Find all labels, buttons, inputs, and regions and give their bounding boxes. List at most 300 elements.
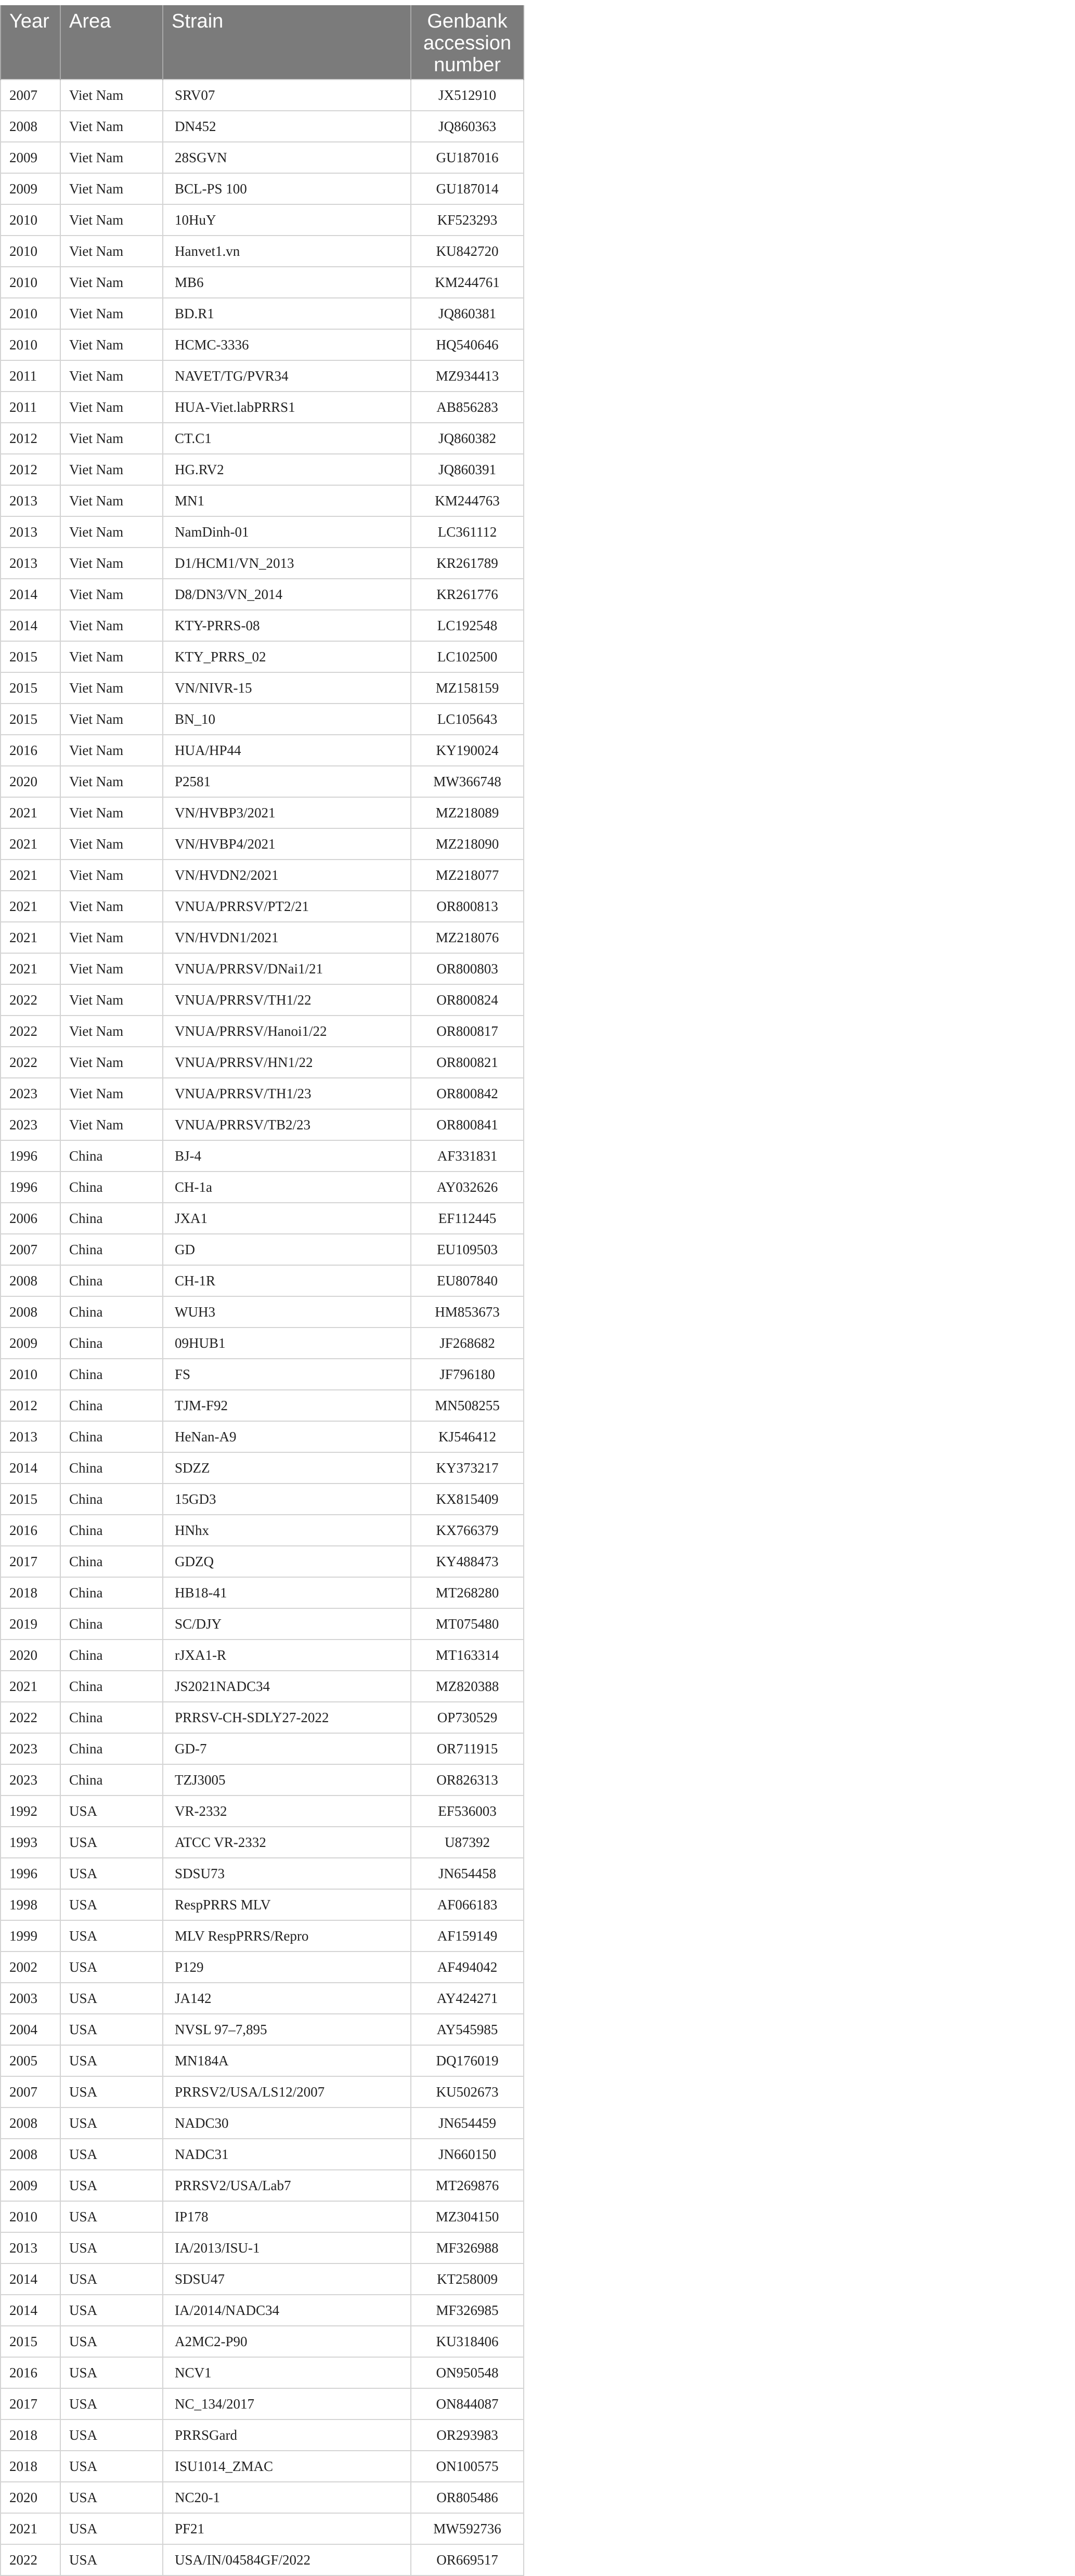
cell-year: 2002 xyxy=(1,1951,60,1983)
cell-year: 2013 xyxy=(1,548,60,579)
cell-accession: MZ304150 xyxy=(411,2201,524,2232)
cell-strain: NC20-1 xyxy=(163,2482,411,2513)
cell-strain: VNUA/PRRSV/Hanoi1/22 xyxy=(163,1016,411,1047)
cell-accession: AF066183 xyxy=(411,1889,524,1920)
cell-strain: Hanvet1.vn xyxy=(163,236,411,267)
cell-accession: AY032626 xyxy=(411,1172,524,1203)
cell-year: 2014 xyxy=(1,2295,60,2326)
table-row xyxy=(1,1577,524,1608)
table-row xyxy=(1,984,524,1016)
cell-accession: MT269876 xyxy=(411,2170,524,2201)
cell-strain: 10HuY xyxy=(163,204,411,236)
cell-area: China xyxy=(60,1764,163,1796)
cell-area: China xyxy=(60,1702,163,1733)
cell-area: USA xyxy=(60,2107,163,2139)
cell-accession: MZ158159 xyxy=(411,672,524,704)
cell-area: Viet Nam xyxy=(60,423,163,454)
cell-year: 1996 xyxy=(1,1858,60,1889)
cell-strain: RespPRRS MLV xyxy=(163,1889,411,1920)
table-row xyxy=(1,1172,524,1203)
cell-accession: OR800841 xyxy=(411,1109,524,1140)
table-row xyxy=(1,704,524,735)
cell-area: USA xyxy=(60,1889,163,1920)
table-row xyxy=(1,2357,524,2388)
cell-accession: KY190024 xyxy=(411,735,524,766)
cell-year: 2021 xyxy=(1,860,60,891)
cell-area: USA xyxy=(60,2139,163,2170)
cell-accession: OR669517 xyxy=(411,2544,524,2575)
cell-area: China xyxy=(60,1421,163,1452)
cell-year: 2007 xyxy=(1,2076,60,2107)
table-row xyxy=(1,797,524,828)
cell-strain: VNUA/PRRSV/PT2/21 xyxy=(163,891,411,922)
cell-accession: KU502673 xyxy=(411,2076,524,2107)
cell-strain: MN184A xyxy=(163,2045,411,2076)
table-row xyxy=(1,1796,524,1827)
cell-accession: OR293983 xyxy=(411,2419,524,2451)
table-row xyxy=(1,2076,524,2107)
cell-area: Viet Nam xyxy=(60,173,163,204)
cell-year: 2007 xyxy=(1,1234,60,1265)
table-row xyxy=(1,1328,524,1359)
cell-strain: VNUA/PRRSV/TB2/23 xyxy=(163,1109,411,1140)
cell-year: 2012 xyxy=(1,1390,60,1421)
cell-accession: LC102500 xyxy=(411,641,524,672)
cell-accession: MT163314 xyxy=(411,1640,524,1671)
cell-area: USA xyxy=(60,2232,163,2263)
cell-strain: KTY_PRRS_02 xyxy=(163,641,411,672)
cell-area: China xyxy=(60,1328,163,1359)
table-header xyxy=(1,5,524,80)
cell-accession: JF268682 xyxy=(411,1328,524,1359)
cell-year: 2015 xyxy=(1,672,60,704)
cell-area: Viet Nam xyxy=(60,329,163,360)
table-row xyxy=(1,1827,524,1858)
table-row xyxy=(1,392,524,423)
header-year: Year xyxy=(1,5,60,80)
cell-area: USA xyxy=(60,2076,163,2107)
table-row xyxy=(1,2045,524,2076)
cell-strain: USA/IN/04584GF/2022 xyxy=(163,2544,411,2575)
cell-area: China xyxy=(60,1608,163,1640)
cell-strain: ISU1014_ZMAC xyxy=(163,2451,411,2482)
cell-accession: OP730529 xyxy=(411,1702,524,1733)
cell-year: 2010 xyxy=(1,2201,60,2232)
cell-accession: MF326988 xyxy=(411,2232,524,2263)
cell-year: 2019 xyxy=(1,1608,60,1640)
cell-strain: VNUA/PRRSV/DNai1/21 xyxy=(163,953,411,984)
table-row xyxy=(1,953,524,984)
cell-area: USA xyxy=(60,1796,163,1827)
cell-year: 2016 xyxy=(1,735,60,766)
cell-area: Viet Nam xyxy=(60,891,163,922)
strain-table-container xyxy=(0,5,523,2576)
table-row xyxy=(1,1484,524,1515)
cell-strain: 15GD3 xyxy=(163,1484,411,1515)
strain-table xyxy=(0,5,524,2576)
cell-area: China xyxy=(60,1390,163,1421)
header-accession: Genbank accession number xyxy=(411,5,524,80)
cell-strain: NamDinh-01 xyxy=(163,516,411,548)
cell-accession: JQ860391 xyxy=(411,454,524,485)
cell-area: USA xyxy=(60,2014,163,2045)
cell-area: Viet Nam xyxy=(60,922,163,953)
cell-area: Viet Nam xyxy=(60,766,163,797)
cell-year: 2020 xyxy=(1,2482,60,2513)
cell-year: 2020 xyxy=(1,766,60,797)
cell-area: China xyxy=(60,1577,163,1608)
cell-strain: GD-7 xyxy=(163,1733,411,1764)
cell-accession: JX512910 xyxy=(411,80,524,111)
cell-accession: KF523293 xyxy=(411,204,524,236)
cell-year: 2003 xyxy=(1,1983,60,2014)
table-row xyxy=(1,454,524,485)
cell-year: 2008 xyxy=(1,1265,60,1296)
cell-year: 2015 xyxy=(1,1484,60,1515)
cell-area: Viet Nam xyxy=(60,704,163,735)
cell-year: 2021 xyxy=(1,797,60,828)
cell-accession: HM853673 xyxy=(411,1296,524,1328)
table-row xyxy=(1,1889,524,1920)
table-row xyxy=(1,828,524,860)
cell-accession: AY545985 xyxy=(411,2014,524,2045)
table-row xyxy=(1,173,524,204)
cell-accession: LC105643 xyxy=(411,704,524,735)
cell-area: China xyxy=(60,1140,163,1172)
cell-accession: KR261789 xyxy=(411,548,524,579)
cell-strain: VN/HVDN2/2021 xyxy=(163,860,411,891)
cell-year: 2022 xyxy=(1,1016,60,1047)
cell-accession: EU807840 xyxy=(411,1265,524,1296)
cell-year: 2009 xyxy=(1,1328,60,1359)
cell-strain: MN1 xyxy=(163,485,411,516)
cell-strain: PRRSGard xyxy=(163,2419,411,2451)
cell-strain: P129 xyxy=(163,1951,411,1983)
table-row xyxy=(1,2513,524,2544)
cell-year: 2008 xyxy=(1,1296,60,1328)
cell-strain: NVSL 97–7,895 xyxy=(163,2014,411,2045)
cell-year: 2023 xyxy=(1,1078,60,1109)
cell-area: China xyxy=(60,1671,163,1702)
cell-year: 2018 xyxy=(1,2419,60,2451)
cell-year: 2007 xyxy=(1,80,60,111)
cell-area: Viet Nam xyxy=(60,267,163,298)
cell-area: Viet Nam xyxy=(60,485,163,516)
cell-strain: MB6 xyxy=(163,267,411,298)
table-row xyxy=(1,1359,524,1390)
cell-strain: TZJ3005 xyxy=(163,1764,411,1796)
table-row xyxy=(1,1140,524,1172)
cell-strain: NADC30 xyxy=(163,2107,411,2139)
table-row xyxy=(1,1265,524,1296)
cell-area: USA xyxy=(60,2388,163,2419)
cell-strain: IP178 xyxy=(163,2201,411,2232)
cell-strain: NCV1 xyxy=(163,2357,411,2388)
cell-accession: EF112445 xyxy=(411,1203,524,1234)
cell-strain: HG.RV2 xyxy=(163,454,411,485)
cell-strain: HUA/HP44 xyxy=(163,735,411,766)
cell-area: China xyxy=(60,1296,163,1328)
cell-area: Viet Nam xyxy=(60,392,163,423)
cell-year: 2016 xyxy=(1,2357,60,2388)
cell-area: USA xyxy=(60,2045,163,2076)
cell-strain: HB18-41 xyxy=(163,1577,411,1608)
cell-year: 2020 xyxy=(1,1640,60,1671)
table-row xyxy=(1,2544,524,2575)
cell-accession: JQ860363 xyxy=(411,111,524,142)
table-row xyxy=(1,2232,524,2263)
table-row xyxy=(1,485,524,516)
cell-year: 2011 xyxy=(1,360,60,392)
cell-year: 2009 xyxy=(1,173,60,204)
cell-strain: A2MC2-P90 xyxy=(163,2326,411,2357)
cell-accession: EF536003 xyxy=(411,1796,524,1827)
cell-area: USA xyxy=(60,1858,163,1889)
cell-accession: OR805486 xyxy=(411,2482,524,2513)
cell-area: Viet Nam xyxy=(60,142,163,173)
cell-year: 2018 xyxy=(1,2451,60,2482)
cell-accession: KR261776 xyxy=(411,579,524,610)
table-row xyxy=(1,1546,524,1577)
cell-area: USA xyxy=(60,1951,163,1983)
cell-accession: AF494042 xyxy=(411,1951,524,1983)
table-row xyxy=(1,1109,524,1140)
cell-year: 1992 xyxy=(1,1796,60,1827)
cell-area: Viet Nam xyxy=(60,236,163,267)
cell-accession: JN660150 xyxy=(411,2139,524,2170)
table-row xyxy=(1,610,524,641)
cell-strain: HCMC-3336 xyxy=(163,329,411,360)
cell-accession: AY424271 xyxy=(411,1983,524,2014)
cell-year: 2008 xyxy=(1,111,60,142)
cell-year: 2013 xyxy=(1,2232,60,2263)
cell-strain: VN/NIVR-15 xyxy=(163,672,411,704)
table-row xyxy=(1,1047,524,1078)
table-row xyxy=(1,922,524,953)
cell-year: 2021 xyxy=(1,922,60,953)
table-row xyxy=(1,1452,524,1484)
table-row xyxy=(1,1296,524,1328)
cell-strain: BJ-4 xyxy=(163,1140,411,1172)
cell-strain: HNhx xyxy=(163,1515,411,1546)
cell-area: Viet Nam xyxy=(60,80,163,111)
cell-year: 2009 xyxy=(1,142,60,173)
cell-area: USA xyxy=(60,2544,163,2575)
cell-year: 2014 xyxy=(1,2263,60,2295)
table-row xyxy=(1,2170,524,2201)
cell-area: USA xyxy=(60,2451,163,2482)
cell-accession: MZ218077 xyxy=(411,860,524,891)
cell-accession: AF331831 xyxy=(411,1140,524,1172)
table-row xyxy=(1,1858,524,1889)
cell-year: 1993 xyxy=(1,1827,60,1858)
cell-strain: NADC31 xyxy=(163,2139,411,2170)
cell-strain: GDZQ xyxy=(163,1546,411,1577)
cell-strain: GD xyxy=(163,1234,411,1265)
cell-strain: CT.C1 xyxy=(163,423,411,454)
cell-year: 1998 xyxy=(1,1889,60,1920)
cell-accession: JQ860381 xyxy=(411,298,524,329)
cell-year: 2021 xyxy=(1,891,60,922)
table-row xyxy=(1,766,524,797)
table-row xyxy=(1,2295,524,2326)
cell-year: 2015 xyxy=(1,2326,60,2357)
table-row xyxy=(1,1671,524,1702)
cell-area: China xyxy=(60,1172,163,1203)
cell-area: China xyxy=(60,1234,163,1265)
table-row xyxy=(1,2201,524,2232)
cell-strain: SDZZ xyxy=(163,1452,411,1484)
cell-strain: DN452 xyxy=(163,111,411,142)
cell-area: USA xyxy=(60,2170,163,2201)
cell-accession: EU109503 xyxy=(411,1234,524,1265)
table-row xyxy=(1,1920,524,1951)
cell-accession: LC192548 xyxy=(411,610,524,641)
table-row xyxy=(1,2014,524,2045)
cell-year: 2010 xyxy=(1,267,60,298)
table-row xyxy=(1,2451,524,2482)
table-row xyxy=(1,1234,524,1265)
cell-strain: BN_10 xyxy=(163,704,411,735)
table-row xyxy=(1,236,524,267)
cell-accession: JF796180 xyxy=(411,1359,524,1390)
cell-strain: PRRSV2/USA/Lab7 xyxy=(163,2170,411,2201)
cell-accession: JQ860382 xyxy=(411,423,524,454)
cell-area: USA xyxy=(60,2482,163,2513)
cell-accession: MZ218089 xyxy=(411,797,524,828)
cell-strain: PRRSV-CH-SDLY27-2022 xyxy=(163,1702,411,1733)
table-row xyxy=(1,111,524,142)
cell-year: 2022 xyxy=(1,2544,60,2575)
cell-accession: MN508255 xyxy=(411,1390,524,1421)
cell-strain: SDSU73 xyxy=(163,1858,411,1889)
cell-area: China xyxy=(60,1546,163,1577)
cell-accession: KU318406 xyxy=(411,2326,524,2357)
cell-year: 2021 xyxy=(1,1671,60,1702)
table-row xyxy=(1,2139,524,2170)
cell-area: Viet Nam xyxy=(60,641,163,672)
cell-year: 2014 xyxy=(1,579,60,610)
cell-area: USA xyxy=(60,1920,163,1951)
cell-strain: CH-1R xyxy=(163,1265,411,1296)
table-row xyxy=(1,142,524,173)
cell-year: 2006 xyxy=(1,1203,60,1234)
table-row xyxy=(1,1515,524,1546)
cell-accession: OR711915 xyxy=(411,1733,524,1764)
cell-year: 1999 xyxy=(1,1920,60,1951)
cell-area: Viet Nam xyxy=(60,735,163,766)
table-row xyxy=(1,2419,524,2451)
table-row xyxy=(1,2482,524,2513)
table-row xyxy=(1,1702,524,1733)
cell-year: 2014 xyxy=(1,1452,60,1484)
cell-area: China xyxy=(60,1733,163,1764)
cell-accession: KT258009 xyxy=(411,2263,524,2295)
cell-year: 2017 xyxy=(1,1546,60,1577)
cell-area: Viet Nam xyxy=(60,111,163,142)
cell-accession: KM244761 xyxy=(411,267,524,298)
table-row xyxy=(1,1608,524,1640)
cell-year: 2021 xyxy=(1,828,60,860)
cell-accession: KU842720 xyxy=(411,236,524,267)
cell-strain: 09HUB1 xyxy=(163,1328,411,1359)
cell-strain: SC/DJY xyxy=(163,1608,411,1640)
table-row xyxy=(1,204,524,236)
cell-area: China xyxy=(60,1640,163,1671)
table-row xyxy=(1,672,524,704)
table-row xyxy=(1,423,524,454)
cell-accession: DQ176019 xyxy=(411,2045,524,2076)
table-row xyxy=(1,1951,524,1983)
header-strain: Strain xyxy=(163,5,411,80)
cell-year: 2021 xyxy=(1,953,60,984)
cell-year: 2013 xyxy=(1,485,60,516)
table-row xyxy=(1,641,524,672)
cell-year: 2011 xyxy=(1,392,60,423)
cell-strain: HUA-Viet.labPRRS1 xyxy=(163,392,411,423)
table-row xyxy=(1,516,524,548)
cell-strain: rJXA1-R xyxy=(163,1640,411,1671)
cell-year: 2015 xyxy=(1,641,60,672)
cell-strain: WUH3 xyxy=(163,1296,411,1328)
table-row xyxy=(1,2107,524,2139)
cell-area: Viet Nam xyxy=(60,1047,163,1078)
cell-area: USA xyxy=(60,2357,163,2388)
cell-accession: GU187014 xyxy=(411,173,524,204)
cell-area: Viet Nam xyxy=(60,610,163,641)
cell-strain: HeNan-A9 xyxy=(163,1421,411,1452)
cell-accession: OR800842 xyxy=(411,1078,524,1109)
cell-year: 2010 xyxy=(1,329,60,360)
cell-year: 2004 xyxy=(1,2014,60,2045)
cell-year: 2022 xyxy=(1,984,60,1016)
header-row xyxy=(1,5,524,80)
cell-year: 2023 xyxy=(1,1109,60,1140)
cell-year: 2013 xyxy=(1,1421,60,1452)
table-row xyxy=(1,860,524,891)
cell-strain: KTY-PRRS-08 xyxy=(163,610,411,641)
cell-area: China xyxy=(60,1452,163,1484)
cell-strain: BD.R1 xyxy=(163,298,411,329)
cell-strain: VR-2332 xyxy=(163,1796,411,1827)
cell-year: 2022 xyxy=(1,1702,60,1733)
cell-year: 2015 xyxy=(1,704,60,735)
cell-strain: NAVET/TG/PVR34 xyxy=(163,360,411,392)
cell-accession: GU187016 xyxy=(411,142,524,173)
cell-accession: OR800824 xyxy=(411,984,524,1016)
cell-area: USA xyxy=(60,1827,163,1858)
cell-strain: SDSU47 xyxy=(163,2263,411,2295)
table-row xyxy=(1,1733,524,1764)
cell-area: China xyxy=(60,1265,163,1296)
table-row xyxy=(1,1983,524,2014)
cell-strain: D8/DN3/VN_2014 xyxy=(163,579,411,610)
cell-accession: KY488473 xyxy=(411,1546,524,1577)
cell-year: 2017 xyxy=(1,2388,60,2419)
cell-accession: MZ218090 xyxy=(411,828,524,860)
cell-accession: OR800821 xyxy=(411,1047,524,1078)
cell-year: 2023 xyxy=(1,1733,60,1764)
cell-accession: LC361112 xyxy=(411,516,524,548)
cell-year: 2014 xyxy=(1,610,60,641)
cell-accession: OR826313 xyxy=(411,1764,524,1796)
table-row xyxy=(1,1764,524,1796)
cell-strain: 28SGVN xyxy=(163,142,411,173)
cell-year: 2013 xyxy=(1,516,60,548)
cell-accession: ON844087 xyxy=(411,2388,524,2419)
cell-strain: JA142 xyxy=(163,1983,411,2014)
table-row xyxy=(1,267,524,298)
